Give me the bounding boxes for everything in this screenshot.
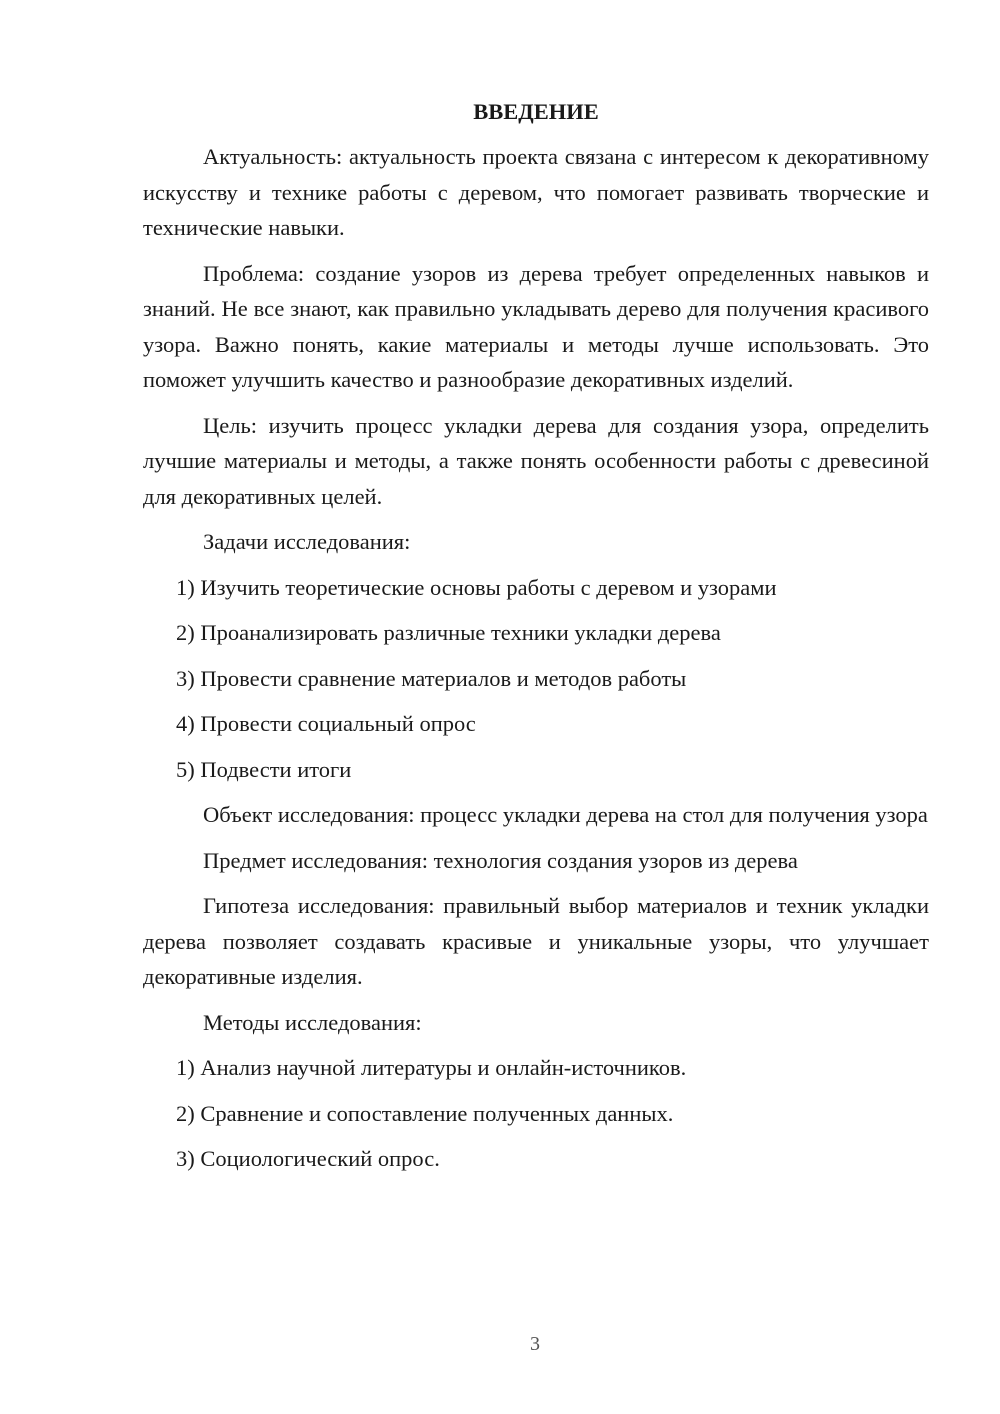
method-item: 3) Социологический опрос.	[176, 1146, 440, 1171]
document-body	[143, 96, 929, 1187]
page-number: 3	[530, 1333, 540, 1355]
problem-paragraph: Проблема: создание узоров из дерева требует определенных навыков и знаний. Не все знают, как правильно укладывать дерево для получения красивого узора. Важно понять, какие материалы и методы лучше использовать. Это поможет улучшить качество и разнообразие декоративных изделий.	[143, 260, 929, 392]
methods-title: Методы исследования:	[203, 1009, 422, 1035]
hypothesis-paragraph: Гипотеза исследования: правильный выбор материалов и техник укладки дерева позволяет создавать красивые и уникальные узоры, что улучшает декоративные изделия.	[143, 893, 929, 989]
goal-paragraph: Цель: изучить процесс укладки дерева для создания узора, определить лучшие материалы и методы, а также понять особенности работы с древесиной для декоративных целей.	[143, 412, 929, 509]
method-item: 2) Сравнение и сопоставление полученных данных.	[176, 1100, 674, 1126]
task-item: 1) Изучить теоретические основы работы с деревом и узорами	[176, 574, 777, 600]
method-item: 1) Анализ научной литературы и онлайн-источников.	[176, 1055, 687, 1080]
task-item: 4) Провести социальный опрос	[176, 711, 476, 736]
relevance-paragraph: Актуальность: актуальность проекта связана с интересом к декоративному искусству и технике работы с деревом, что помогает развивать творческие и технические навыки.	[143, 144, 929, 240]
task-item: 2) Проанализировать различные техники укладки дерева	[176, 620, 721, 645]
object-paragraph: Объект исследования: процесс укладки дерева на стол для получения узора	[203, 802, 928, 827]
task-item: 5) Подвести итоги	[176, 756, 352, 782]
section-heading: ВВЕДЕНИЕ	[473, 99, 599, 124]
tasks-title: Задачи исследования:	[203, 529, 411, 554]
task-item: 3) Провести сравнение материалов и методов работы	[176, 665, 687, 691]
subject-paragraph: Предмет исследования: технология создания узоров из дерева	[203, 847, 798, 873]
